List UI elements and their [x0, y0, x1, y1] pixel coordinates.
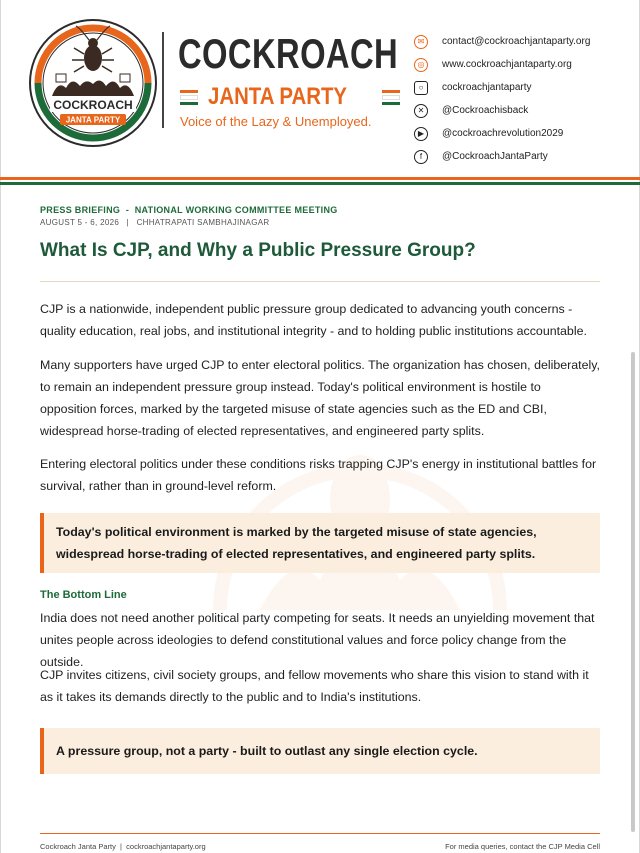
- facebook-icon: f: [414, 150, 428, 164]
- mail-icon: ✉: [414, 35, 428, 49]
- globe-icon: ◎: [414, 58, 428, 72]
- header-stripe-green: [0, 182, 640, 185]
- paragraph-1: CJP is a nationwide, independent public pressure group dedicated to advancing youth concerns - quality education, real jobs, and institutional integrity - and to holding public institutions accountable.: [40, 302, 587, 338]
- paragraph-4: India does not need another political party competing for seats. It needs an unyielding movement that unites people across ideologies to defend constitutional values and force policy change from the outside.: [40, 611, 595, 669]
- header-stripe-saffron: [0, 177, 640, 180]
- scrollbar-thumb[interactable]: [631, 352, 635, 832]
- contact-list: [414, 30, 590, 168]
- logo-top-text: COCKROACH: [53, 98, 133, 112]
- contact-facebook-text: @CockroachJantaParty: [442, 151, 548, 162]
- callout-quote-2: [40, 728, 600, 774]
- instagram-icon: ○: [414, 81, 428, 95]
- flag-bars-right-icon: [382, 90, 400, 105]
- contact-instagram[interactable]: [414, 76, 590, 99]
- x-icon: ✕: [414, 104, 428, 118]
- brand-name-line2: JANTA PARTY: [208, 83, 348, 110]
- press-kicker: PRESS BRIEFING - NATIONAL WORKING COMMITTEE MEETING: [40, 205, 338, 215]
- contact-x[interactable]: [414, 99, 590, 122]
- paragraph-3: Entering electoral politics under these conditions risks trapping CJP's energy in institutional battles for survival, rather than in ground-level reform.: [40, 457, 597, 493]
- footer-right-text: For media queries, contact the CJP Media Cell: [445, 842, 600, 851]
- footer-divider: [40, 833, 600, 834]
- contact-facebook[interactable]: [414, 145, 590, 168]
- title-divider: [40, 281, 600, 282]
- contact-youtube[interactable]: [414, 122, 590, 145]
- header-divider: [162, 32, 164, 128]
- logo-bottom-text: JANTA PARTY: [65, 115, 121, 125]
- contact-email[interactable]: [414, 30, 590, 53]
- callout-quote-2-text: A pressure group, not a party - built to outlast any single election cycle.: [56, 744, 478, 758]
- contact-email-text: contact@cockroachjantaparty.org: [442, 36, 591, 47]
- brand-name-line1: COCKROACH: [178, 30, 399, 77]
- dateline: AUGUST 5 - 6, 2026 | CHHATRAPATI SAMBHAJINAGAR: [40, 218, 270, 227]
- subhead-bottom-line: The Bottom Line: [40, 589, 127, 601]
- contact-instagram-text: cockroachjantaparty: [442, 82, 532, 93]
- party-logo: [28, 18, 158, 148]
- tagline: Voice of the Lazy & Unemployed.: [180, 114, 372, 129]
- page-title: What Is CJP, and Why a Public Pressure Group?: [40, 240, 476, 261]
- brand-name-line2-group: [180, 83, 400, 111]
- flag-bars-left-icon: [180, 90, 198, 105]
- youtube-icon: ▶: [414, 127, 428, 141]
- contact-website-text: www.cockroachjantaparty.org: [442, 59, 572, 70]
- contact-youtube-text: @cockroachrevolution2029: [442, 128, 564, 139]
- contact-x-text: @Cockroachisback: [442, 105, 529, 116]
- contact-website[interactable]: [414, 53, 590, 76]
- callout-quote-1-text: Today's political environment is marked by the targeted misuse of state agencies, widespread horse-trading of elected representatives, and engineered party splits.: [56, 525, 537, 561]
- paragraph-5: CJP invites citizens, civil society groups, and fellow movements who share this vision to stand with it as it takes its demands directly to the public and to India's institutions.: [40, 668, 589, 704]
- footer-left-text: Cockroach Janta Party | cockroachjantaparty.org: [40, 842, 206, 851]
- callout-quote-1: [40, 513, 600, 573]
- paragraph-2: Many supporters have urged CJP to enter electoral politics. The organization has chosen, deliberately, to remain an independent pressure group instead. Today's political environment is hostile to opposition forces, marked by the targeted misuse of state agencies such as the ED and CBI, widespread horse-trading of elected representatives, and engineered party splits.: [40, 358, 600, 438]
